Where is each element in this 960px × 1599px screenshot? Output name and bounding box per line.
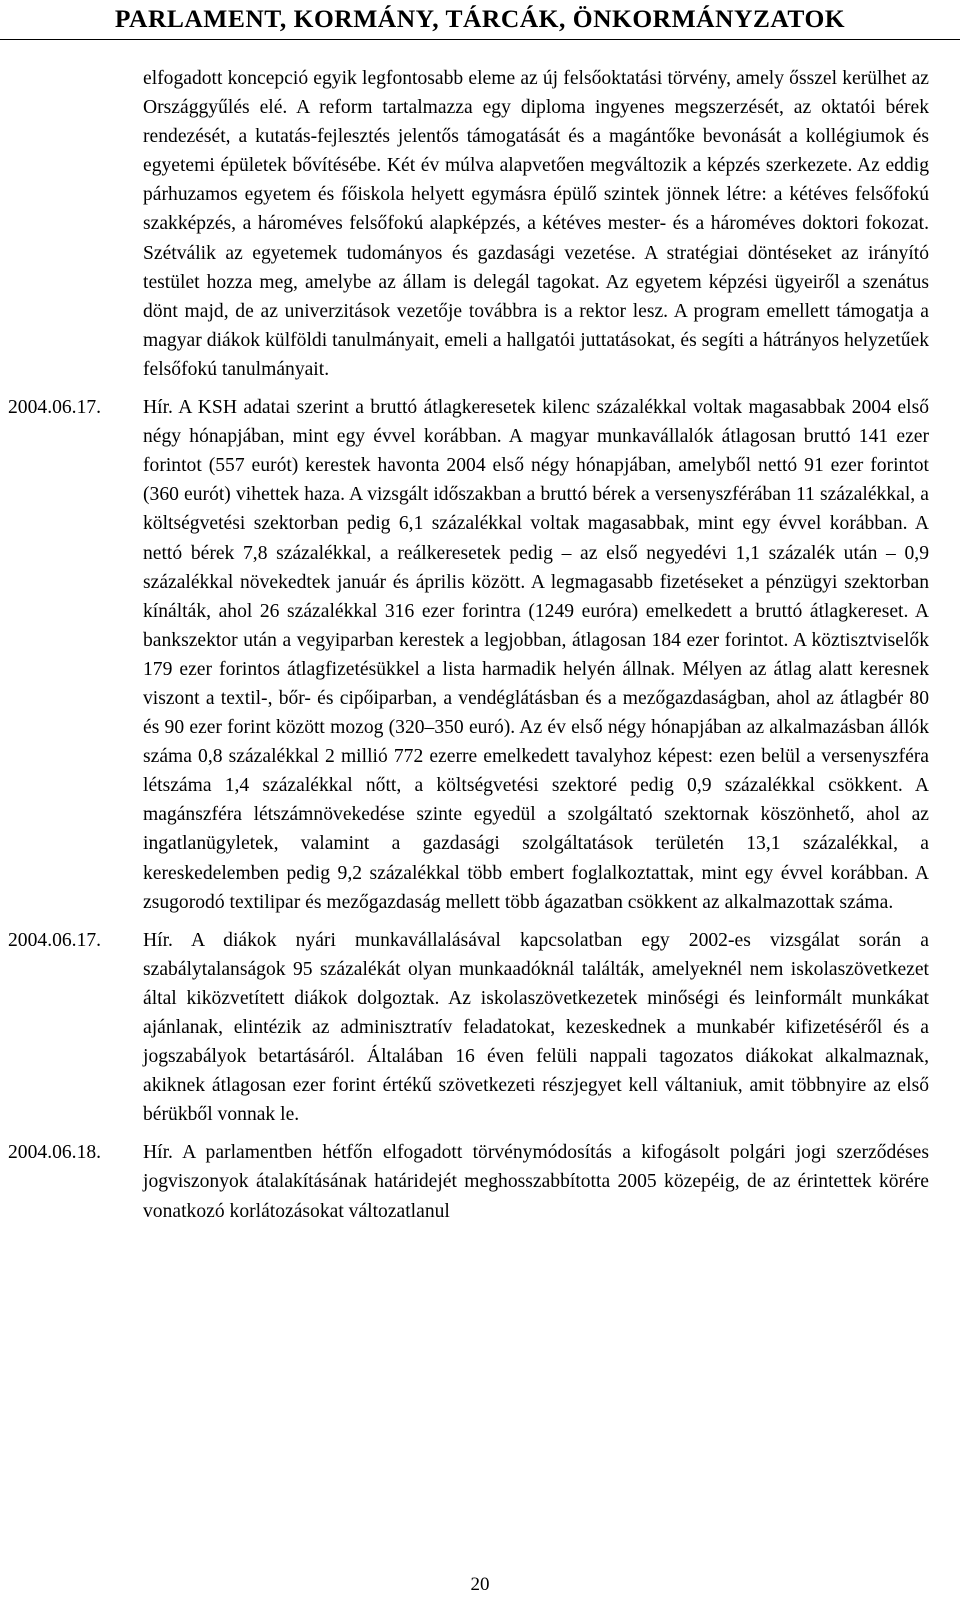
entry-date: 2004.06.17. [8, 929, 102, 951]
page-header [0, 0, 960, 40]
entry-text: Hír. A KSH adatai szerint a bruttó átlagkeresetek kilenc százalékkal voltak magasabbak 2004 első négy hónapjában, mint egy évvel korábban. A magyar munkavállalók átlagosan bruttó 141 ezer forintot (557 eurót) kerestek havonta 2004 első négy hónapjában, amelyből nettó 91 ezer forintot (360 eurót) vihettek haza. A vizsgált időszakban a bruttó bérek a versenyszférában 11 százalékkal, a költségvetési szektorban pedig 6,1 százalékkal voltak magasabbak, mint egy évvel korábban. A nettó bérek 7,8 százalékkal, a reálkeresetek pedig – az első negyedévi 1,1 százalék után – 0,9 százalékkal növekedtek január és április között. A legmagasabb fizetéseket a pénzügyi szektorban kínálták, ahol 26 százalékkal 316 ezer forintra (1249 euróra) emelkedett a bruttó átlagkereset. A bankszektor után a vegyiparban kerestek a legjobban, átlagosan 184 ezer forintot. A köztisztviselők 179 ezer forintos átlagfizetésükkel a lista harmadik helyén állnak. Mélyen az átlag alatt keresnek viszont a textil-, bőr- és cipőiparban, a vendéglátásban és a mezőgazdaságban, ahol az átlagbér 80 és 90 ezer forint között mozog (320–350 euró). Az év első négy hónapjában az alkalmazásban állók száma 0,8 százalékkal 2 millió 772 ezerre emelkedett tavalyhoz képest: ezen belül a versenyszféra létszáma 1,4 százalékkal nőtt, a költségvetési szektoré pedig 0,9 százalékkal csökkent. A magánszféra létszámnövekedése szinte egyedül a szolgáltató szektornak köszönhető, ahol az ingatlanügyletek, valamint a gazdasági szolgáltatások területén 13,1 százalékkal, a kereskedelemben pedig 9,2 százalékkal több embert foglalkoztattak, mint egy évvel korábban. A zsugorodó textilipar és mezőgazdaság mellett több ágazatban csökkent az alkalmazottak száma. [143, 397, 929, 913]
entry-text: Hír. A diákok nyári munkavállalásával kapcsolatban egy 2002-es vizsgálat során a szabálytalanságok 95 százalékát olyan munkaadóknál találták, amelyeknél nem iskolaszövetkezet által kiközvetített diákok dolgoztak. Az iskolaszövetkezetek minőségi és leinformált munkákat ajánlanak, elintézik az adminisztratív feladatokat, kezeskednek a munkabér kifizetéséről és a jogszabályok betartásáról. Általában 16 éven felüli nappali tagozatos diákokat alkalmaznak, akiknek átlagosan ezer forint értékű szövetkezeti részjegyet kell váltaniuk, amit többnyire az első bérükből vonnak le. [143, 929, 929, 1126]
news-entry [0, 64, 960, 384]
document-body [0, 64, 960, 1226]
news-entry [0, 393, 960, 917]
news-entry [0, 1138, 960, 1225]
entry-text: elfogadott koncepció egyik legfontosabb eleme az új felsőoktatási törvény, amely ősszel kerülhet az Országgyűlés elé. A reform tartalmazza egy diploma ingyenes megszerzését, az oktatói bérek rendezését, a kutatás-fejlesztés jelentős támogatását és a magántőke bevonását a kollégiumok és egyetemi épületek bővítésébe. Két év múlva alapvetően megváltozik a képzés szerkezete. Az eddig párhuzamos egyetem és főiskola helyett egymásra épülő szintek jönnek létre: a kétéves felsőfokú szakképzés, a hároméves felsőfokú alapképzés, a kétéves mester- és a hároméves doktori fokozat. Szétválik az egyetemek tudományos és gazdasági vezetése. A stratégiai döntéseket az irányító testület hozza meg, amelybe az állam is delegál tagokat. Az egyetem képzési ügyeiről a szenátus dönt majd, de az univerzitások vezetője továbbra is a rektor lesz. A program emellett támogatja a magyar diákok külföldi tanulmányait, emeli a hallgatói juttatásokat, és segíti a hátrányos helyzetűek felsőfokú tanulmányait. [143, 68, 929, 380]
page-number: 20 [470, 1574, 490, 1595]
entry-date: 2004.06.17. [8, 397, 102, 419]
entry-text: Hír. A parlamentben hétfőn elfogadott törvénymódosítás a kifogásolt polgári jogi szerződéses jogviszonyok átalakításának határidejét meghosszabbította 2005 közepéig, de az érintettek körére vonatkozó korlátozásokat változatlanul [143, 1142, 929, 1222]
entry-date: 2004.06.18. [8, 1142, 102, 1164]
news-entry [0, 926, 960, 1130]
page-header-title: PARLAMENT, KORMÁNY, TÁRCÁK, ÖNKORMÁNYZATOK [114, 4, 846, 33]
